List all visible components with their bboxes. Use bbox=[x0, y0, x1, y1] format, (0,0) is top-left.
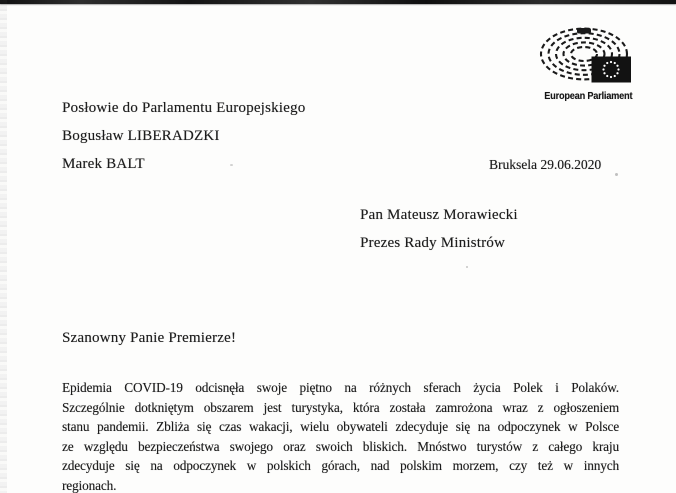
recipient-block bbox=[360, 201, 518, 257]
scan-speck bbox=[615, 173, 618, 176]
body-line: Epidemia COVID-19 odcisnęła swoje piętno na różnych sferach życia Polek i Polaków. bbox=[62, 380, 619, 395]
scan-speck bbox=[230, 164, 233, 166]
scan-speck bbox=[466, 266, 468, 268]
body-line: regionach. bbox=[62, 477, 117, 493]
sender-line-title: Posłowie do Parlamentu Europejskiego bbox=[62, 100, 306, 116]
sender-line-name-1: Bogusław LIBERADZKI bbox=[62, 128, 220, 144]
recipient-name: Pan Mateusz Morawiecki bbox=[360, 207, 518, 223]
sender-line-name-2: Marek BALT bbox=[62, 156, 145, 172]
body-line: stanu pandemii. Zbliża się czas wakacji, wielu obywateli zdecyduje się na odpoczynek w Polsce bbox=[62, 419, 619, 435]
sender-block bbox=[62, 94, 305, 178]
dateline: Bruksela 29.06.2020 bbox=[489, 157, 602, 172]
body-line: ze względu bezpieczeństwa swojego oraz swoich bliskich. Mnóstwo turystów z całego kraju bbox=[62, 438, 619, 454]
ep-logo-caption: European Parliament bbox=[544, 90, 633, 102]
scan-edge-artifact bbox=[0, 0, 676, 4]
scan-noise-left-edge bbox=[0, 0, 7, 493]
recipient-title: Prezes Rady Ministrów bbox=[360, 235, 506, 251]
body-paragraph bbox=[62, 378, 619, 493]
ep-hemicycle-flag-icon bbox=[538, 27, 634, 84]
body-line: zdecyduje się na odpoczynek w polskich górach, nad polskim morzem, czy też w innych bbox=[62, 458, 619, 474]
body-line: Szczególnie dotkniętym obszarem jest turystyka, która została zamrożona wraz z ogłoszeniem bbox=[62, 399, 619, 415]
european-parliament-logo bbox=[538, 27, 634, 102]
salutation: Szanowny Panie Premierze! bbox=[62, 330, 237, 346]
